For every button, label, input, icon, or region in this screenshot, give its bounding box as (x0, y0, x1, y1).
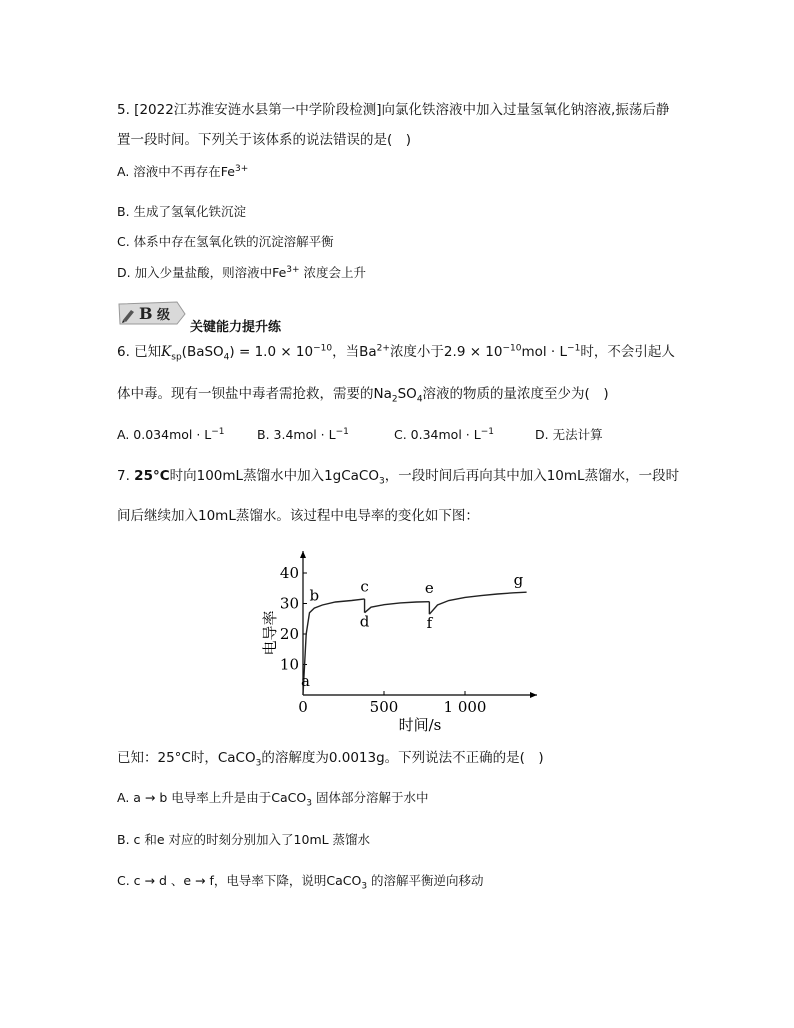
y-axis-arrow (300, 551, 306, 558)
q5-option-d: D. 加入少量盐酸，则溶液中$Fe^{3+}$ 浓度会上升 (117, 264, 367, 280)
q7-option-a: A. a → b 电导率上升是由于CaCO$_3$ 固体部分溶解于水中 (117, 790, 429, 809)
chart-lines (300, 592, 527, 695)
q6-option-a: A. $0.034mol \cdot L^{-1}$ (117, 426, 225, 442)
q7-note: 已知：25°C时，CaCO$_3$的溶解度为0.0013g。下列说法不正确的是( ) (117, 750, 544, 769)
x-axis-arrow (530, 692, 537, 698)
point-label-a: a (300, 671, 310, 690)
q6-stem-line2: 体中毒。现有一钡盐中毒者需抢救，需要的$Na_2SO_4$溶液的物质的量浓度至少为( ) (117, 386, 609, 405)
x-tick-label: 0 (298, 698, 308, 716)
series-line-3 (429, 592, 526, 614)
q7-option-b: B. c 和e 对应的时刻分别加入了10mL 蒸馏水 (117, 832, 371, 847)
point-label-b: b (309, 586, 320, 605)
x-tick-label: 1 000 (443, 698, 487, 716)
level-b-badge (117, 300, 187, 326)
q6-option-d: D. 无法计算 (535, 427, 603, 442)
q5-option-a: A. 溶液中不再存在$Fe^{3+}$ (117, 163, 249, 179)
point-label-e: e (424, 578, 434, 597)
q7-stem-line1: 7. 25°C时向100mL蒸馏水中加入1gCaCO$_3$，一段时间后再向其中加入10mL蒸馏水，一段时 (117, 468, 680, 487)
badge-letter: B (139, 304, 153, 323)
q6-option-b: B. $3.4mol \cdot L^{-1}$ (257, 426, 349, 442)
q5-option-c: C. 体系中存在氢氧化铁的沉淀溶解平衡 (117, 234, 334, 249)
point-label-c: c (360, 577, 369, 596)
y-tick-label: 10 (279, 655, 299, 674)
series-line-1 (300, 599, 365, 695)
y-tick-label: 40 (279, 564, 299, 582)
q5-stem-line1: 5. [2022江苏淮安涟水县第一中学阶段检测]向氯化铁溶液中加入过量氢氧化钠溶液,振荡后静 (117, 102, 670, 118)
q5-option-b: B. 生成了氢氧化铁沉淀 (117, 204, 247, 219)
series-line-2 (365, 602, 430, 613)
q7-stem-line2: 间后继续加入10mL蒸馏水。该过程中电导率的变化如下图： (117, 508, 479, 524)
q6-option-c: C. $0.34mol \cdot L^{-1}$ (394, 426, 494, 442)
q6-stem-line1: 6. 已知$K_{sp}(BaSO_4) = 1.0 \times 10^{-10}$，当$Ba^{2+}$浓度小于$2.9 \times 10^{-10}mol \cdot L^{-1}$时，不会引起人 (117, 343, 675, 363)
badge-level: 级 (157, 308, 171, 323)
x-tick-label: 500 (369, 698, 399, 716)
point-label-f: f (426, 613, 433, 632)
chart-labels (301, 571, 524, 690)
q5-stem-line2: 置一段时间。下列关于该体系的说法错误的是( ) (117, 132, 412, 148)
point-label-g: g (513, 571, 524, 590)
y-tick-label: 20 (279, 625, 299, 643)
q7-option-c: C. c → d 、e → f，电导率下降，说明CaCO$_3$ 的溶解平衡逆向移动 (117, 873, 484, 892)
chart-axes (261, 551, 537, 734)
point-label-d: d (359, 612, 370, 631)
x-axis-label: 时间/s (398, 716, 442, 734)
section-title: 关键能力提升练 (190, 320, 282, 335)
y-tick-label: 30 (279, 594, 299, 613)
y-axis-label: 电导率 (261, 610, 279, 656)
conductivity-chart (255, 545, 545, 745)
